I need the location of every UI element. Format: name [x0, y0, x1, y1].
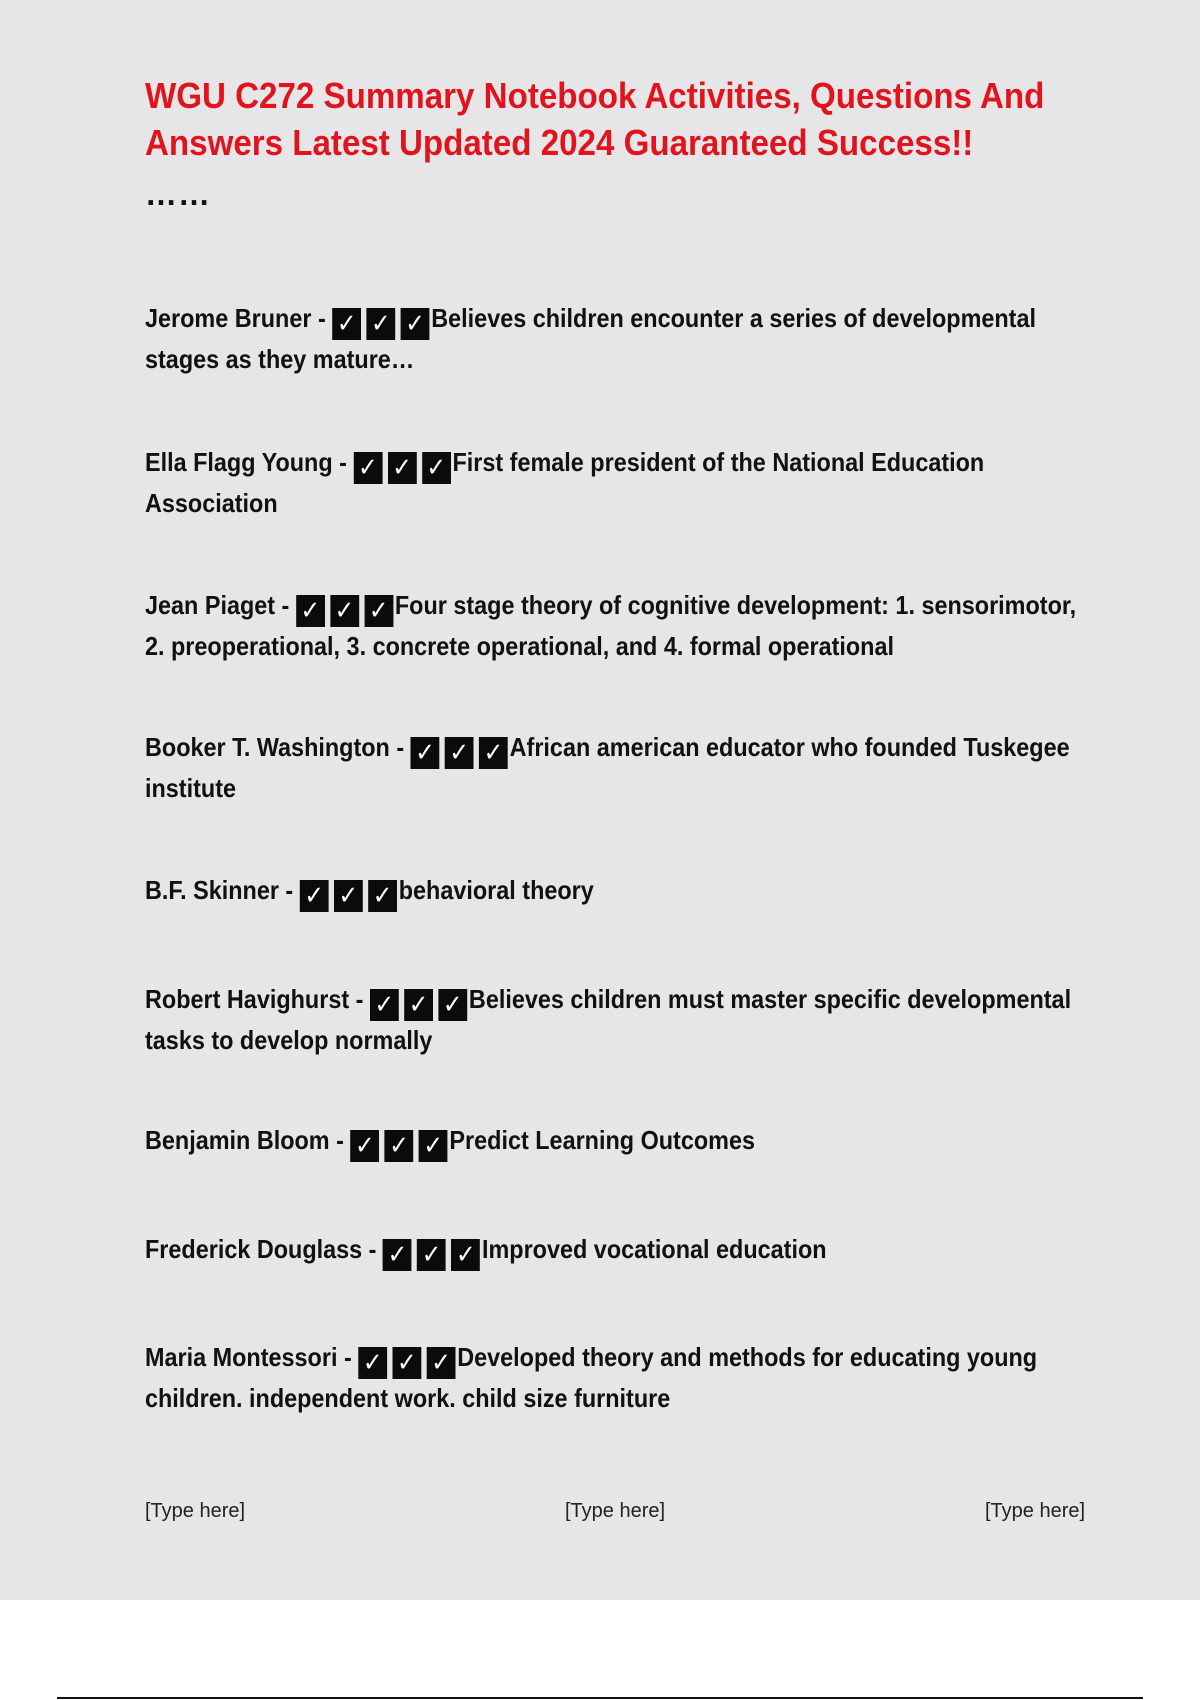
entry-line-2: stages as they mature… — [145, 344, 415, 374]
check-group — [296, 592, 393, 628]
entry-benjamin-bloom — [145, 1122, 1045, 1163]
checkmark-icon: ✓ — [401, 308, 430, 340]
entry-term: Maria Montessori - — [145, 1342, 359, 1372]
checkmark-icon: ✓ — [366, 308, 395, 340]
entry-line-1 — [145, 587, 1077, 628]
entry-frederick-douglass — [145, 1231, 1045, 1272]
checkmark-icon: ✓ — [383, 1239, 412, 1271]
checkmark-icon: ✓ — [417, 1239, 446, 1271]
entry-definition: Developed theory and methods for educating young — [457, 1342, 1038, 1372]
entry-term: Frederick Douglass - — [145, 1234, 383, 1264]
entry-term: Booker T. Washington - — [145, 732, 411, 762]
entry-definition: Improved vocational education — [481, 1234, 827, 1264]
entry-term: Jean Piaget - — [145, 590, 296, 620]
entry-line-1 — [145, 1122, 1045, 1163]
checkmark-icon: ✓ — [404, 989, 433, 1021]
checkmark-icon: ✓ — [419, 1130, 448, 1162]
entry-line-1 — [145, 729, 1070, 770]
check-group — [350, 1127, 447, 1163]
checkmark-icon: ✓ — [358, 1347, 387, 1379]
entry-booker-t-washington — [145, 729, 1070, 806]
entry-ella-flagg-young — [145, 444, 1045, 521]
check-group — [300, 877, 397, 913]
entry-maria-montessori — [145, 1339, 1045, 1416]
document-title — [145, 72, 1045, 166]
checkmark-icon: ✓ — [334, 880, 363, 912]
entry-line-2: institute — [145, 773, 236, 803]
entry-term: Ella Flagg Young - — [145, 447, 354, 477]
entry-definition: Believes children must master specific developmental — [468, 984, 1072, 1014]
checkmark-icon: ✓ — [422, 452, 451, 484]
entry-definition: Believes children encounter a series of developmental — [431, 303, 1037, 333]
checkmark-icon: ✓ — [438, 989, 467, 1021]
entry-bf-skinner — [145, 872, 1045, 913]
checkmark-icon: ✓ — [479, 737, 508, 769]
checkmark-icon: ✓ — [385, 1130, 414, 1162]
footer-right-placeholder: [Type here] — [985, 1500, 1086, 1522]
entry-line-1 — [145, 981, 1072, 1022]
checkmark-icon: ✓ — [427, 1347, 456, 1379]
check-group — [358, 1344, 455, 1380]
checkmark-icon: ✓ — [445, 737, 474, 769]
check-group — [411, 734, 508, 770]
check-group — [353, 449, 450, 485]
check-group — [332, 305, 429, 341]
entry-robert-havighurst — [145, 981, 1072, 1058]
footer-center-placeholder: [Type here] — [565, 1500, 666, 1522]
entry-definition: Predict Learning Outcomes — [449, 1125, 756, 1155]
entry-line-2: 2. preoperational, 3. concrete operational, and 4. formal operational — [145, 631, 894, 661]
entry-line-1 — [145, 300, 1045, 341]
entry-line-1 — [145, 444, 1045, 485]
check-group — [383, 1236, 480, 1272]
divider-line — [57, 1697, 1143, 1699]
check-group — [370, 986, 467, 1022]
checkmark-icon: ✓ — [300, 880, 329, 912]
checkmark-icon: ✓ — [388, 452, 417, 484]
entry-definition: behavioral theory — [398, 875, 594, 905]
entry-term: B.F. Skinner - — [145, 875, 300, 905]
title-ellipsis: …… — [145, 176, 211, 212]
entry-term: Benjamin Bloom - — [145, 1125, 351, 1155]
checkmark-icon: ✓ — [451, 1239, 480, 1271]
title-line-1: WGU C272 Summary Notebook Activities, Questions And — [145, 75, 1045, 116]
entry-line-2: children. independent work. child size furniture — [145, 1383, 671, 1413]
checkmark-icon: ✓ — [364, 595, 393, 627]
entry-definition: Four stage theory of cognitive development: 1. sensorimotor, — [394, 590, 1077, 620]
entry-jean-piaget — [145, 587, 1077, 664]
entry-definition: African american educator who founded Tuskegee — [509, 732, 1070, 762]
checkmark-icon: ✓ — [353, 452, 382, 484]
next-page-area — [0, 1600, 1200, 1700]
checkmark-icon: ✓ — [411, 737, 440, 769]
entry-line-2: Association — [145, 488, 278, 518]
checkmark-icon: ✓ — [332, 308, 361, 340]
checkmark-icon: ✓ — [368, 880, 397, 912]
checkmark-icon: ✓ — [330, 595, 359, 627]
entry-jerome-bruner — [145, 300, 1045, 377]
checkmark-icon: ✓ — [370, 989, 399, 1021]
entry-line-2: tasks to develop normally — [145, 1025, 433, 1055]
entry-line-1 — [145, 1231, 1045, 1272]
footer-left-placeholder: [Type here] — [145, 1500, 246, 1522]
checkmark-icon: ✓ — [350, 1130, 379, 1162]
entry-definition: First female president of the National Education — [452, 447, 985, 477]
entry-line-1 — [145, 872, 1045, 913]
title-line-2: Answers Latest Updated 2024 Guaranteed Success!! — [145, 122, 974, 163]
checkmark-icon: ✓ — [296, 595, 325, 627]
checkmark-icon: ✓ — [392, 1347, 421, 1379]
entry-line-1 — [145, 1339, 1045, 1380]
entry-term: Robert Havighurst - — [145, 984, 370, 1014]
entry-term: Jerome Bruner - — [145, 303, 333, 333]
